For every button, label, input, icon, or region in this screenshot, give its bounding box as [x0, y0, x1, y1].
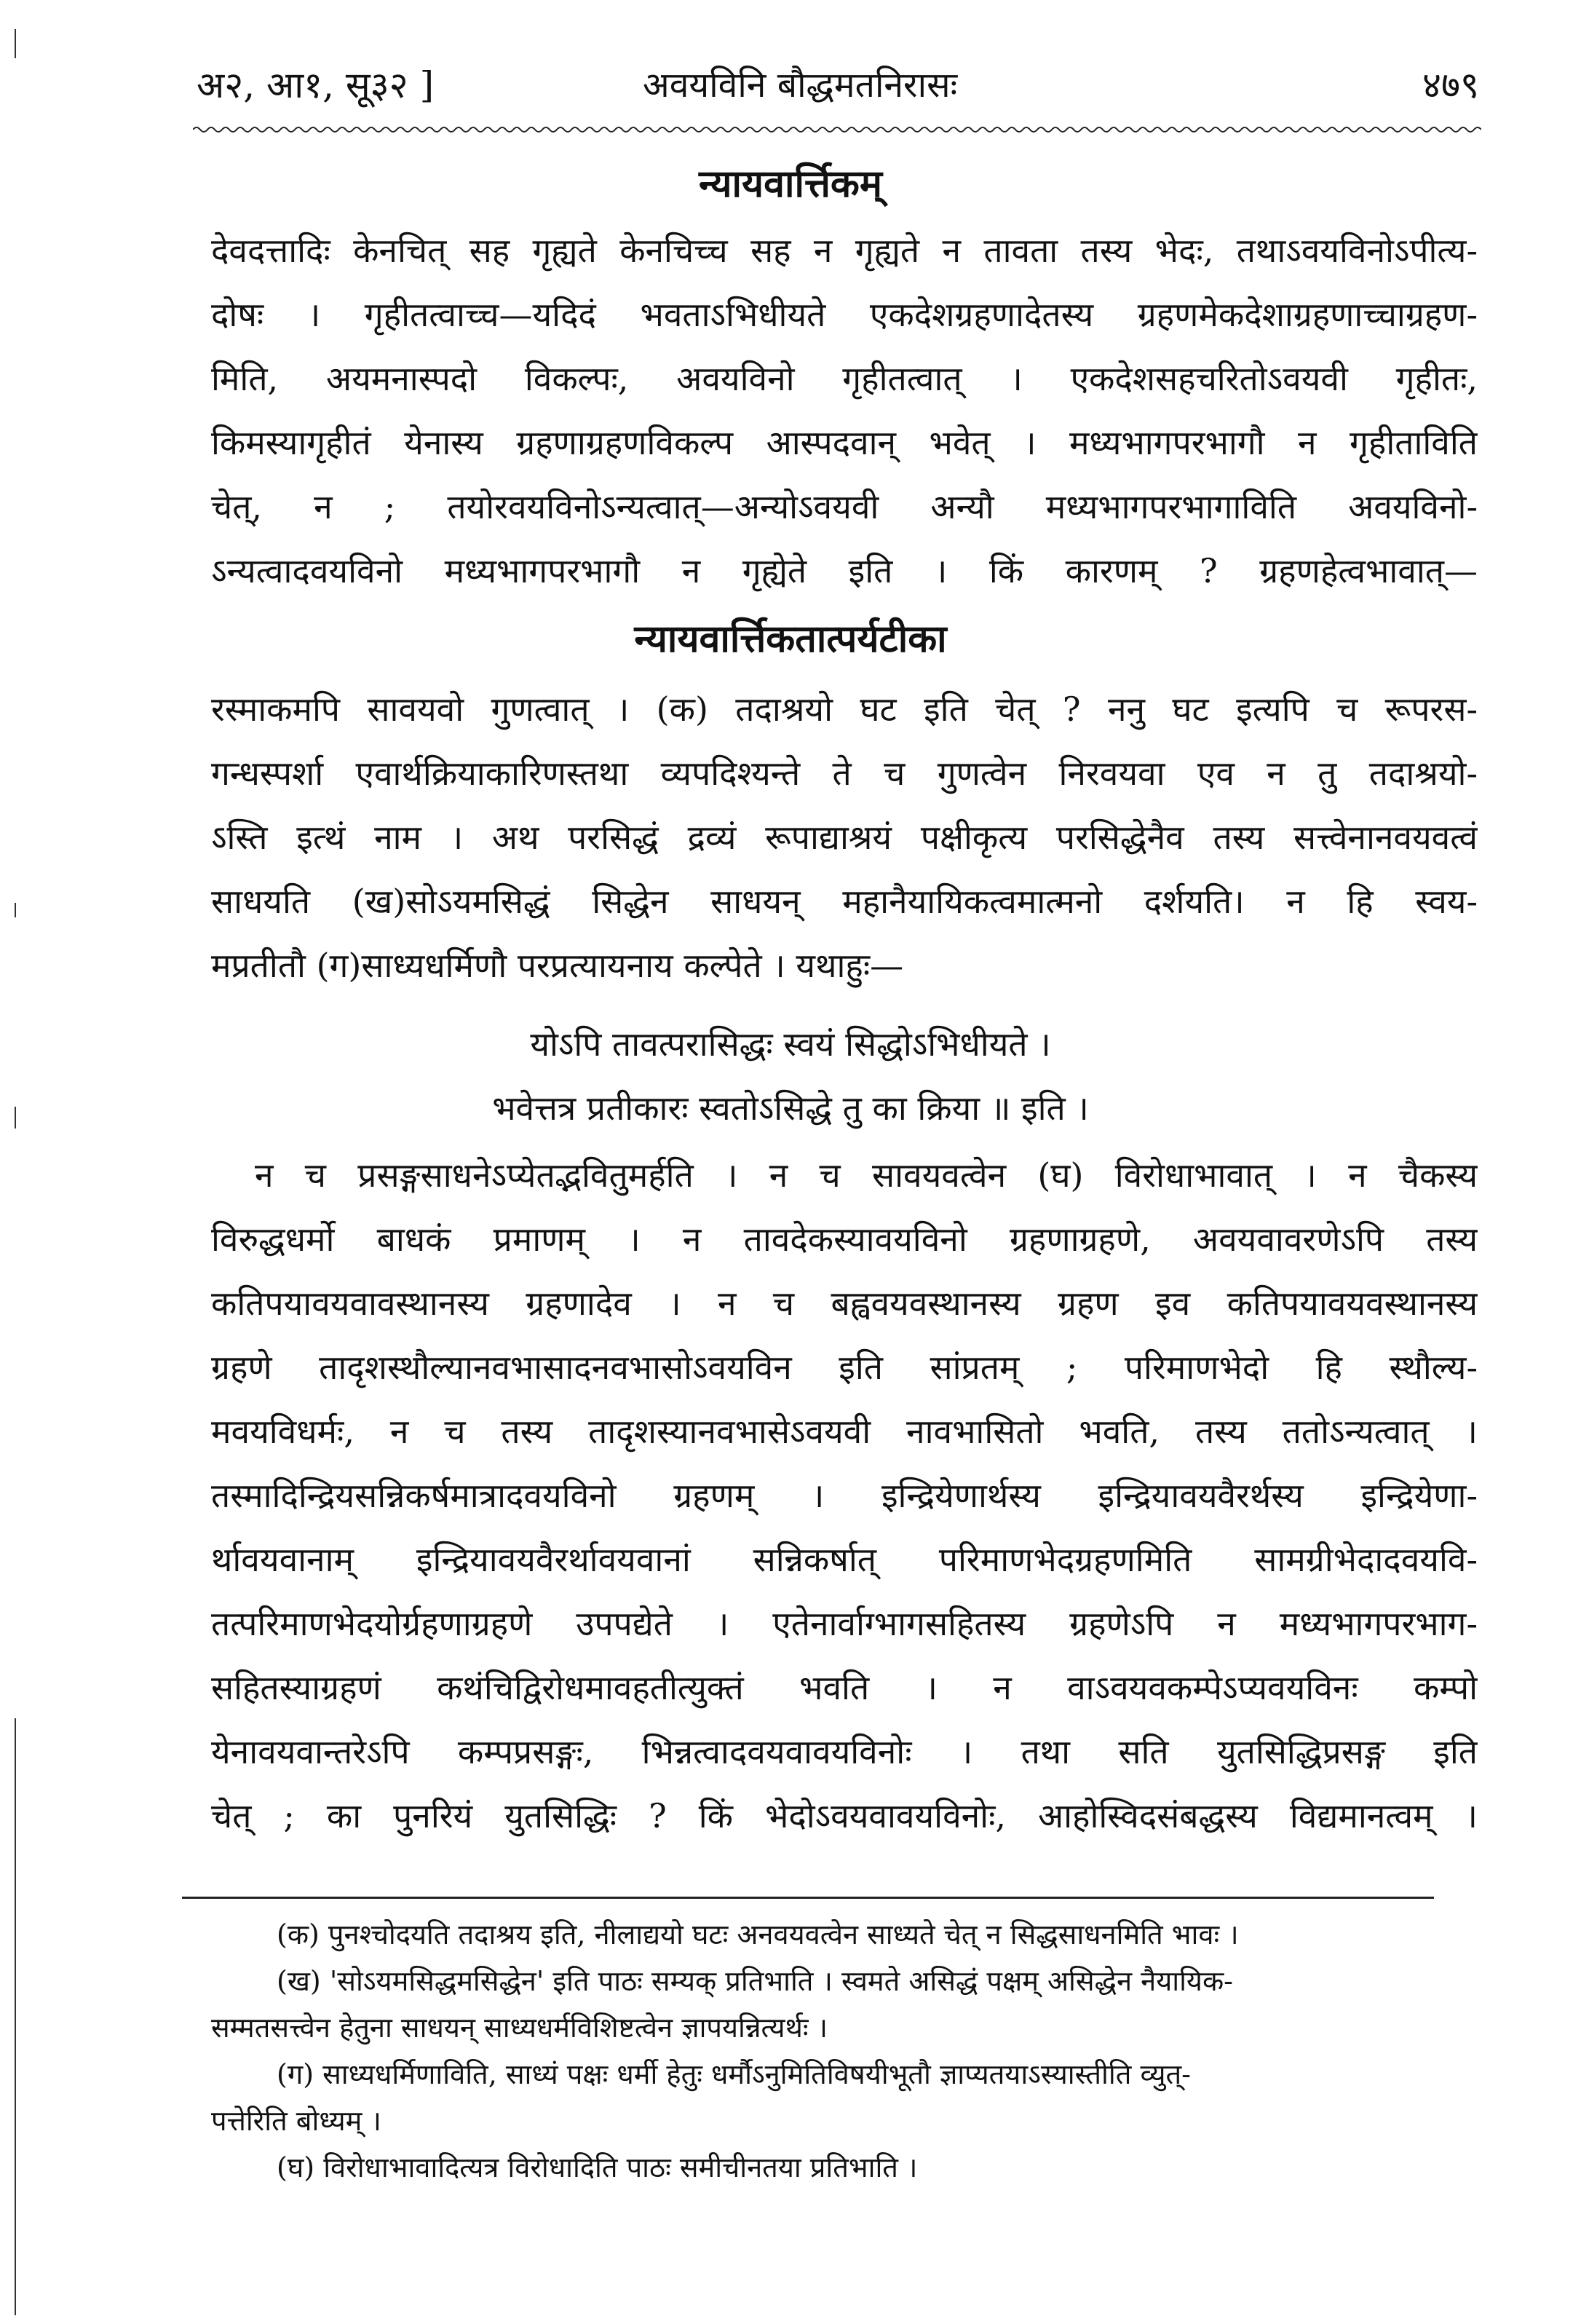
tika-line: येनावयवान्तरेऽपि कम्पप्रसङ्गः, भिन्नत्वादवयवावयविनोः । तथा सति युतसिद्धिप्रसङ्ग इति — [211, 1732, 1478, 1771]
vartikam-line: चेत्, न ; तयोरवयविनोऽन्यत्वात्—अन्योऽवयवी अन्यौ मध्यभागपरभागाविति अवयविनो- — [211, 487, 1478, 526]
tika-line: विरुद्धधर्मो बाधकं प्रमाणम् । न तावदेकस्यावयविनो ग्रहणाग्रहणे, अवयवावरणेऽपि तस्य — [211, 1220, 1478, 1259]
tika-title: न्यायवार्त्तिकतात्पर्यटीका — [634, 617, 947, 661]
left-margin-marks — [10, 29, 25, 2286]
footnote-ka: (क) पुनश्चोदयति तदाश्रय इति, नीलाद्ययो घटः अनवयवत्वेन साध्यते चेत् न सिद्धसाधनमिति भावः । — [277, 1918, 1239, 1951]
running-header — [197, 51, 1479, 116]
vartikam-line: ऽन्यत्वादवयविनो मध्यभागपरभागौ न गृह्येते इति । किं कारणम् ? ग्रहणहेत्वभावात्— — [211, 551, 1478, 590]
tika-line: र्थावयवानाम् इन्द्रियावयवैरर्थावयवानां सन्निकर्षात् परिमाणभेदग्रहणमिति सामग्रीभेदादवयवि- — [211, 1540, 1478, 1579]
tika-text — [211, 677, 1478, 997]
verse-line-2: भवेत्तत्र प्रतीकारः स्वतोऽसिद्धे तु का क्रिया ॥ इति । — [492, 1088, 1089, 1128]
tika-line: सहितस्याग्रहणं कथंचिद्विरोधमावहतीत्युक्तं भवति । न वाऽवयवकम्पेऽप्यवयविनः कम्पो — [211, 1668, 1478, 1707]
tika-line: गन्धस्पर्शा एवार्थक्रियाकारिणस्तथा व्यपदिश्यन्ते ते च गुणत्वेन निरवयवा एव न तु तदाश्रयो- — [211, 754, 1478, 793]
footnote-ga-continued: पत्तेरिति बोध्यम् । — [211, 2105, 381, 2137]
vartikam-line: किमस्यागृहीतं येनास्य ग्रहणाग्रहणविकल्प आस्पदवान् भवेत् । मध्यभागपरभागौ न गृहीताविति — [211, 423, 1478, 462]
tika-line: कतिपयावयवावस्थानस्य ग्रहणादेव । न च बह्ववयवस्थानस्य ग्रहण इव कतिपयावयवस्थानस्य — [211, 1284, 1478, 1323]
footnote-ga: (ग) साध्यधर्मिणाविति, साध्यं पक्षः धर्मी हेतुः धर्मौऽनुमितिविषयीभूतौ ज्ञाप्यतयाऽस्यास्तीति व्युत्- — [277, 2058, 1191, 2090]
footnote-kha: (ख) 'सोऽयमसिद्धमसिद्धेन' इति पाठः सम्यक् प्रतिभाति । स्वमते असिद्धं पक्षम् असिद्धेन नैयायिक- — [277, 1965, 1233, 1997]
tika-text-continued — [211, 1143, 1478, 1848]
tika-line: मवयविधर्मः, न च तस्य तादृशस्यानवभासेऽवयवी नावभासितो भवति, तस्य ततोऽन्यत्वात् । — [211, 1412, 1478, 1451]
tika-line: चेत् ; का पुनरियं युतसिद्धिः ? किं भेदोऽवयवावयविनोः, आहोस्विदसंबद्धस्य विद्यमानत्वम् । — [211, 1796, 1478, 1835]
tika-line: रस्माकमपि सावयवो गुणत्वात् । (क) तदाश्रयो घट इति चेत् ? ननु घट इत्यपि च रूपरस- — [211, 689, 1478, 729]
tika-line: मप्रतीतौ (ग)साध्यधर्मिणौ परप्रत्यायनाय कल्पेते । यथाहुः— — [211, 946, 904, 985]
header-chapter-title: अवयविनि बौद्धमतनिरासः — [643, 64, 958, 106]
footnotes — [211, 1911, 1463, 2191]
tika-line: ग्रहणे तादृशस्थौल्यानवभासादनवभासोऽवयविन इति सांप्रतम् ; परिमाणभेदो हि स्थौल्य- — [211, 1348, 1478, 1387]
tika-line: तत्परिमाणभेदयोर्ग्रहणाग्रहणे उपपद्येते । एतेनार्वाग्भागसहितस्य ग्रहणेऽपि न मध्यभागपरभाग- — [211, 1604, 1478, 1643]
footnote-gha: (घ) विरोधाभावादित्यत्र विरोधादिति पाठः समीचीनतया प्रतिभाति । — [277, 2151, 918, 2183]
tika-line: ऽस्ति इत्थं नाम । अथ परसिद्धं द्रव्यं रूपाद्याश्रयं पक्षीकृत्य परसिद्धेनैव तस्य सत्त्वेनानवयवत्वं — [211, 818, 1478, 857]
tika-line: साधयति (ख)सोऽयमसिद्धं सिद्धेन साधयन् महानैयायिकत्वमात्मनो दर्शयति। न हि स्वय- — [211, 882, 1478, 921]
tika-line: तस्मादिन्द्रियसन्निकर्षमात्रादवयविनो ग्रहणम् । इन्द्रियेणार्थस्य इन्द्रियावयवैरर्थस्य इन्द्रियेणा- — [211, 1476, 1478, 1515]
vartikam-text — [211, 218, 1478, 603]
header-reference: अ२, आ१, सू३२ ] — [197, 64, 435, 106]
vartikam-title: न्यायवार्त्तिकम् — [699, 162, 882, 206]
footnote-divider — [182, 1897, 1434, 1899]
page-number: ४७९ — [1422, 64, 1479, 106]
vartikam-line: दोषः । गृहीतत्वाच्च—यदिदं भवताऽभिधीयते एकदेशग्रहणादेतस्य ग्रहणमेकदेशाग्रहणाच्चाग्रहण- — [211, 295, 1478, 334]
footnote-kha-continued: सम्मतसत्त्वेन हेतुना साधयन् साध्यधर्मविशिष्टत्वेन ज्ञापयन्नित्यर्थः । — [211, 2012, 828, 2044]
verse-line-1: योऽपि तावत्परासिद्धः स्वयं सिद्धोऽभिधीयते । — [530, 1024, 1051, 1064]
vartikam-line: मिति, अयमनास्पदो विकल्पः, अवयविनो गृहीतत्वात् । एकदेशसहचरितोऽवयवी गृहीतः, — [211, 359, 1478, 398]
tika-line: न च प्रसङ्गसाधनेऽप्येतद्भवितुमर्हति । न च सावयवत्वेन (घ) विरोधाभावात् । न चैकस्य — [255, 1155, 1478, 1195]
header-wavy-rule — [193, 125, 1481, 134]
vartikam-line: देवदत्तादिः केनचित् सह गृह्यते केनचिच्च सह न गृह्यते न तावता तस्य भेदः, तथाऽवयविनोऽपीत्य- — [211, 231, 1478, 270]
